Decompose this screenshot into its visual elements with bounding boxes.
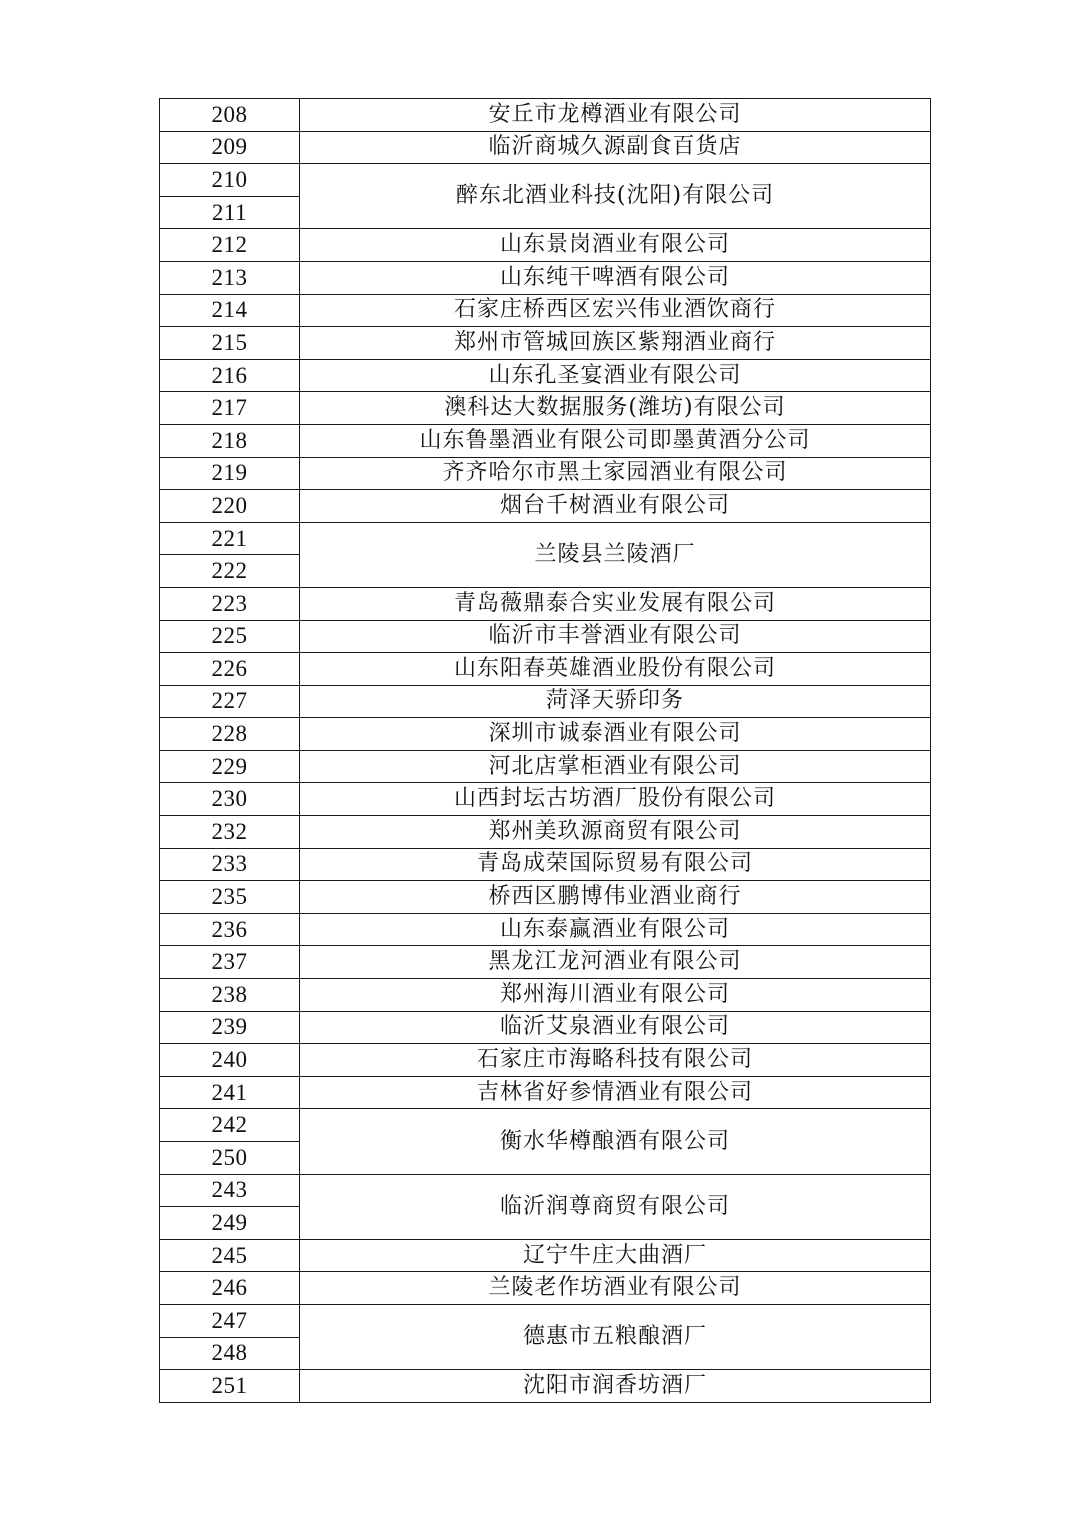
table-row bbox=[160, 261, 931, 294]
company-name-cell: 郑州美玖源商贸有限公司 bbox=[300, 816, 931, 849]
table-row bbox=[160, 294, 931, 327]
company-name-cell: 德惠市五粮酿酒厂 bbox=[300, 1304, 931, 1369]
row-number-cell: 247 bbox=[160, 1304, 300, 1337]
table-row bbox=[160, 1044, 931, 1077]
company-list-body bbox=[160, 99, 931, 1403]
row-number-cell: 223 bbox=[160, 587, 300, 620]
row-number-cell: 239 bbox=[160, 1011, 300, 1044]
table-row bbox=[160, 1174, 931, 1207]
row-number-cell: 237 bbox=[160, 946, 300, 979]
company-name-cell: 山东景岗酒业有限公司 bbox=[300, 229, 931, 262]
table-row bbox=[160, 783, 931, 816]
row-number-cell: 226 bbox=[160, 653, 300, 686]
table-row bbox=[160, 881, 931, 914]
company-name-cell: 沈阳市润香坊酒厂 bbox=[300, 1370, 931, 1403]
row-number-cell: 214 bbox=[160, 294, 300, 327]
row-number-cell: 212 bbox=[160, 229, 300, 262]
company-name-cell: 桥西区鹏博伟业酒业商行 bbox=[300, 881, 931, 914]
company-name-cell: 山东孔圣宴酒业有限公司 bbox=[300, 359, 931, 392]
company-name-cell: 菏泽天骄印务 bbox=[300, 685, 931, 718]
company-name-cell: 青岛薇鼎泰合实业发展有限公司 bbox=[300, 587, 931, 620]
table-row bbox=[160, 490, 931, 523]
row-number-cell: 243 bbox=[160, 1174, 300, 1207]
table-row bbox=[160, 229, 931, 262]
company-name-cell: 辽宁牛庄大曲酒厂 bbox=[300, 1239, 931, 1272]
row-number-cell: 240 bbox=[160, 1044, 300, 1077]
row-number-cell: 233 bbox=[160, 848, 300, 881]
company-name-cell: 烟台千树酒业有限公司 bbox=[300, 490, 931, 523]
table-row bbox=[160, 392, 931, 425]
company-name-cell: 澳科达大数据服务(潍坊)有限公司 bbox=[300, 392, 931, 425]
row-number-cell: 242 bbox=[160, 1109, 300, 1142]
row-number-cell: 209 bbox=[160, 131, 300, 164]
company-name-cell: 石家庄桥西区宏兴伟业酒饮商行 bbox=[300, 294, 931, 327]
table-row bbox=[160, 164, 931, 197]
row-number-cell: 236 bbox=[160, 913, 300, 946]
table-row bbox=[160, 359, 931, 392]
row-number-cell: 251 bbox=[160, 1370, 300, 1403]
company-name-cell: 山东泰赢酒业有限公司 bbox=[300, 913, 931, 946]
row-number-cell: 250 bbox=[160, 1142, 300, 1175]
company-name-cell: 齐齐哈尔市黑土家园酒业有限公司 bbox=[300, 457, 931, 490]
table-row bbox=[160, 587, 931, 620]
table-row bbox=[160, 946, 931, 979]
table-row bbox=[160, 913, 931, 946]
row-number-cell: 228 bbox=[160, 718, 300, 751]
table-row bbox=[160, 1076, 931, 1109]
company-name-cell: 河北店掌柜酒业有限公司 bbox=[300, 750, 931, 783]
row-number-cell: 225 bbox=[160, 620, 300, 653]
table-row bbox=[160, 99, 931, 132]
row-number-cell: 229 bbox=[160, 750, 300, 783]
company-name-cell: 兰陵老作坊酒业有限公司 bbox=[300, 1272, 931, 1305]
company-name-cell: 郑州市管城回族区紫翔酒业商行 bbox=[300, 327, 931, 360]
company-name-cell: 青岛成荣国际贸易有限公司 bbox=[300, 848, 931, 881]
row-number-cell: 215 bbox=[160, 327, 300, 360]
table-row bbox=[160, 1239, 931, 1272]
company-name-cell: 山西封坛古坊酒厂股份有限公司 bbox=[300, 783, 931, 816]
row-number-cell: 210 bbox=[160, 164, 300, 197]
table-row bbox=[160, 718, 931, 751]
company-name-cell: 安丘市龙樽酒业有限公司 bbox=[300, 99, 931, 132]
table-row bbox=[160, 848, 931, 881]
row-number-cell: 245 bbox=[160, 1239, 300, 1272]
table-row bbox=[160, 1011, 931, 1044]
table-row bbox=[160, 457, 931, 490]
row-number-cell: 213 bbox=[160, 261, 300, 294]
row-number-cell: 220 bbox=[160, 490, 300, 523]
row-number-cell: 230 bbox=[160, 783, 300, 816]
company-name-cell: 临沂市丰誉酒业有限公司 bbox=[300, 620, 931, 653]
table-row bbox=[160, 424, 931, 457]
company-name-cell: 兰陵县兰陵酒厂 bbox=[300, 522, 931, 587]
row-number-cell: 232 bbox=[160, 816, 300, 849]
table-row bbox=[160, 1109, 931, 1142]
table-row bbox=[160, 1304, 931, 1337]
table-row bbox=[160, 816, 931, 849]
table-row bbox=[160, 522, 931, 555]
company-name-cell: 山东纯干啤酒有限公司 bbox=[300, 261, 931, 294]
row-number-cell: 248 bbox=[160, 1337, 300, 1370]
row-number-cell: 211 bbox=[160, 196, 300, 229]
table-row bbox=[160, 653, 931, 686]
row-number-cell: 227 bbox=[160, 685, 300, 718]
company-name-cell: 石家庄市海略科技有限公司 bbox=[300, 1044, 931, 1077]
company-list-table bbox=[159, 98, 931, 1403]
company-name-cell: 黑龙江龙河酒业有限公司 bbox=[300, 946, 931, 979]
table-row bbox=[160, 327, 931, 360]
company-name-cell: 山东阳春英雄酒业股份有限公司 bbox=[300, 653, 931, 686]
row-number-cell: 238 bbox=[160, 979, 300, 1012]
company-name-cell: 临沂润尊商贸有限公司 bbox=[300, 1174, 931, 1239]
table-row bbox=[160, 620, 931, 653]
company-name-cell: 郑州海川酒业有限公司 bbox=[300, 979, 931, 1012]
row-number-cell: 235 bbox=[160, 881, 300, 914]
company-name-cell: 醉东北酒业科技(沈阳)有限公司 bbox=[300, 164, 931, 229]
table-row bbox=[160, 131, 931, 164]
row-number-cell: 222 bbox=[160, 555, 300, 588]
company-name-cell: 山东鲁墨酒业有限公司即墨黄酒分公司 bbox=[300, 424, 931, 457]
table-row bbox=[160, 1370, 931, 1403]
row-number-cell: 217 bbox=[160, 392, 300, 425]
table-row bbox=[160, 685, 931, 718]
company-name-cell: 临沂艾泉酒业有限公司 bbox=[300, 1011, 931, 1044]
company-name-cell: 临沂商城久源副食百货店 bbox=[300, 131, 931, 164]
table-row bbox=[160, 979, 931, 1012]
table-row bbox=[160, 750, 931, 783]
company-name-cell: 深圳市诚泰酒业有限公司 bbox=[300, 718, 931, 751]
row-number-cell: 219 bbox=[160, 457, 300, 490]
company-name-cell: 吉林省好参情酒业有限公司 bbox=[300, 1076, 931, 1109]
row-number-cell: 246 bbox=[160, 1272, 300, 1305]
table-row bbox=[160, 1272, 931, 1305]
row-number-cell: 221 bbox=[160, 522, 300, 555]
row-number-cell: 216 bbox=[160, 359, 300, 392]
row-number-cell: 218 bbox=[160, 424, 300, 457]
row-number-cell: 241 bbox=[160, 1076, 300, 1109]
row-number-cell: 249 bbox=[160, 1207, 300, 1240]
row-number-cell: 208 bbox=[160, 99, 300, 132]
company-name-cell: 衡水华樽酿酒有限公司 bbox=[300, 1109, 931, 1174]
